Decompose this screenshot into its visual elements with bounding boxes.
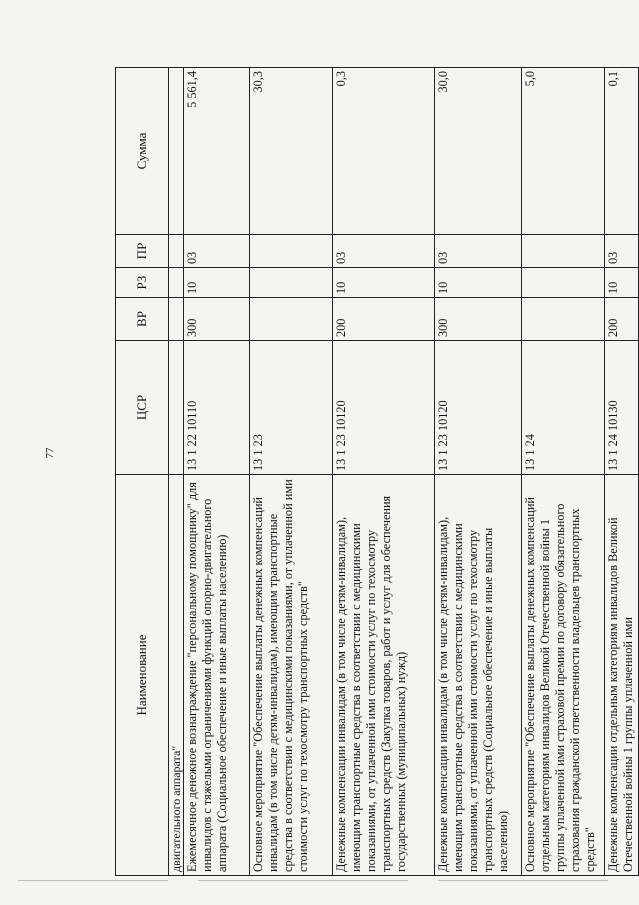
cell-sum — [169, 68, 184, 235]
scan-line — [438, 880, 608, 881]
cell-vr — [169, 298, 184, 341]
cell-name: Денежные компенсации отдельным категориям инвалидов Великой Отечественной войны 1 группы уплаченной ими — [605, 475, 639, 876]
table-row — [522, 68, 605, 876]
header-csr: ЦСР — [116, 341, 169, 475]
budget-table — [115, 67, 639, 876]
cell-vr — [522, 298, 605, 341]
cell-csr: 13 1 24 10130 — [605, 341, 639, 475]
cell-sum: 0,3 — [333, 68, 435, 235]
cell-name: Ежемесячное денежное вознаграждение "персональному помощнику" для инвалидов с тяжелыми ограничениями функций опорно-двигательного аппарата (Социальное обеспечение и иные выплаты населению) — [184, 475, 250, 876]
cell-csr: 13 1 22 10110 — [184, 341, 250, 475]
budget-table-container — [115, 68, 636, 876]
cell-rz — [169, 268, 184, 298]
cell-rz: 10 — [435, 268, 522, 298]
cell-sum: 30,0 — [435, 68, 522, 235]
cell-rz: 10 — [333, 268, 435, 298]
table-row — [169, 68, 184, 876]
header-pr: ПР — [116, 235, 169, 268]
header-name: Наименование — [116, 475, 169, 876]
cell-sum: 30,3 — [250, 68, 333, 235]
cell-name: Денежные компенсации инвалидам (в том числе детям-инвалидам), имеющим транспортные средства в соответствии с медицинскими показаниями, от уплаченной ими стоимости услуг по техосмотру транспортных средств (Социальное обеспечение и иные выплаты населению) — [435, 475, 522, 876]
cell-name: Основное мероприятие "Обеспечение выплаты денежных компенсаций отдельным категориям инвалидов Великой Отечественной войны 1 группы уплаченной ими страховой премии по договору обязательного страхования гражданской ответственности владельцев транспортных средств" — [522, 475, 605, 876]
cell-pr — [522, 235, 605, 268]
cell-csr — [169, 341, 184, 475]
cell-rz: 10 — [184, 268, 250, 298]
table-row — [435, 68, 522, 876]
cell-csr: 13 1 23 10120 — [333, 341, 435, 475]
cell-vr: 200 — [605, 298, 639, 341]
cell-sum: 0,1 — [605, 68, 639, 235]
cell-vr: 300 — [435, 298, 522, 341]
table-row — [250, 68, 333, 876]
cell-sum: 5,0 — [522, 68, 605, 235]
cell-pr: 03 — [435, 235, 522, 268]
cell-csr: 13 1 23 10120 — [435, 341, 522, 475]
cell-csr: 13 1 23 — [250, 341, 333, 475]
cell-vr: 200 — [333, 298, 435, 341]
header-rz: РЗ — [116, 268, 169, 298]
table-row — [333, 68, 435, 876]
cell-pr: 03 — [605, 235, 639, 268]
cell-name: двигательного аппарата" — [169, 475, 184, 876]
table-row — [184, 68, 250, 876]
cell-vr: 300 — [184, 298, 250, 341]
cell-pr: 03 — [184, 235, 250, 268]
cell-sum: 5 561,4 — [184, 68, 250, 235]
table-row — [605, 68, 639, 876]
cell-rz: 10 — [605, 268, 639, 298]
scan-line — [198, 880, 408, 881]
cell-rz — [522, 268, 605, 298]
cell-pr — [250, 235, 333, 268]
scan-line — [18, 880, 168, 881]
cell-pr — [169, 235, 184, 268]
rotated-page-content — [115, 68, 636, 876]
header-vr: ВР — [116, 298, 169, 341]
table-header-row — [116, 68, 169, 876]
scan-edge-lines — [18, 880, 608, 886]
header-sum: Сумма — [116, 68, 169, 235]
cell-csr: 13 1 24 — [522, 341, 605, 475]
page-number: 77 — [44, 447, 56, 459]
cell-pr: 03 — [333, 235, 435, 268]
cell-vr — [250, 298, 333, 341]
cell-name: Денежные компенсации инвалидам (в том числе детям-инвалидам), имеющим транспортные средства в соответствии с медицинскими показаниями, от уплаченной ими стоимости услуг по техосмотру транспортных средств (Закупка товаров, работ и услуг для обеспечения государственных (муниципальных) нужд) — [333, 475, 435, 876]
cell-rz — [250, 268, 333, 298]
cell-name: Основное мероприятие "Обеспечение выплаты денежных компенсаций инвалидам (в том числе детям-инвалидам), имеющим транспортные средства в соответствии с медицинскими показаниями, от уплаченной ими стоимости услуг по техосмотру транспортных средств" — [250, 475, 333, 876]
